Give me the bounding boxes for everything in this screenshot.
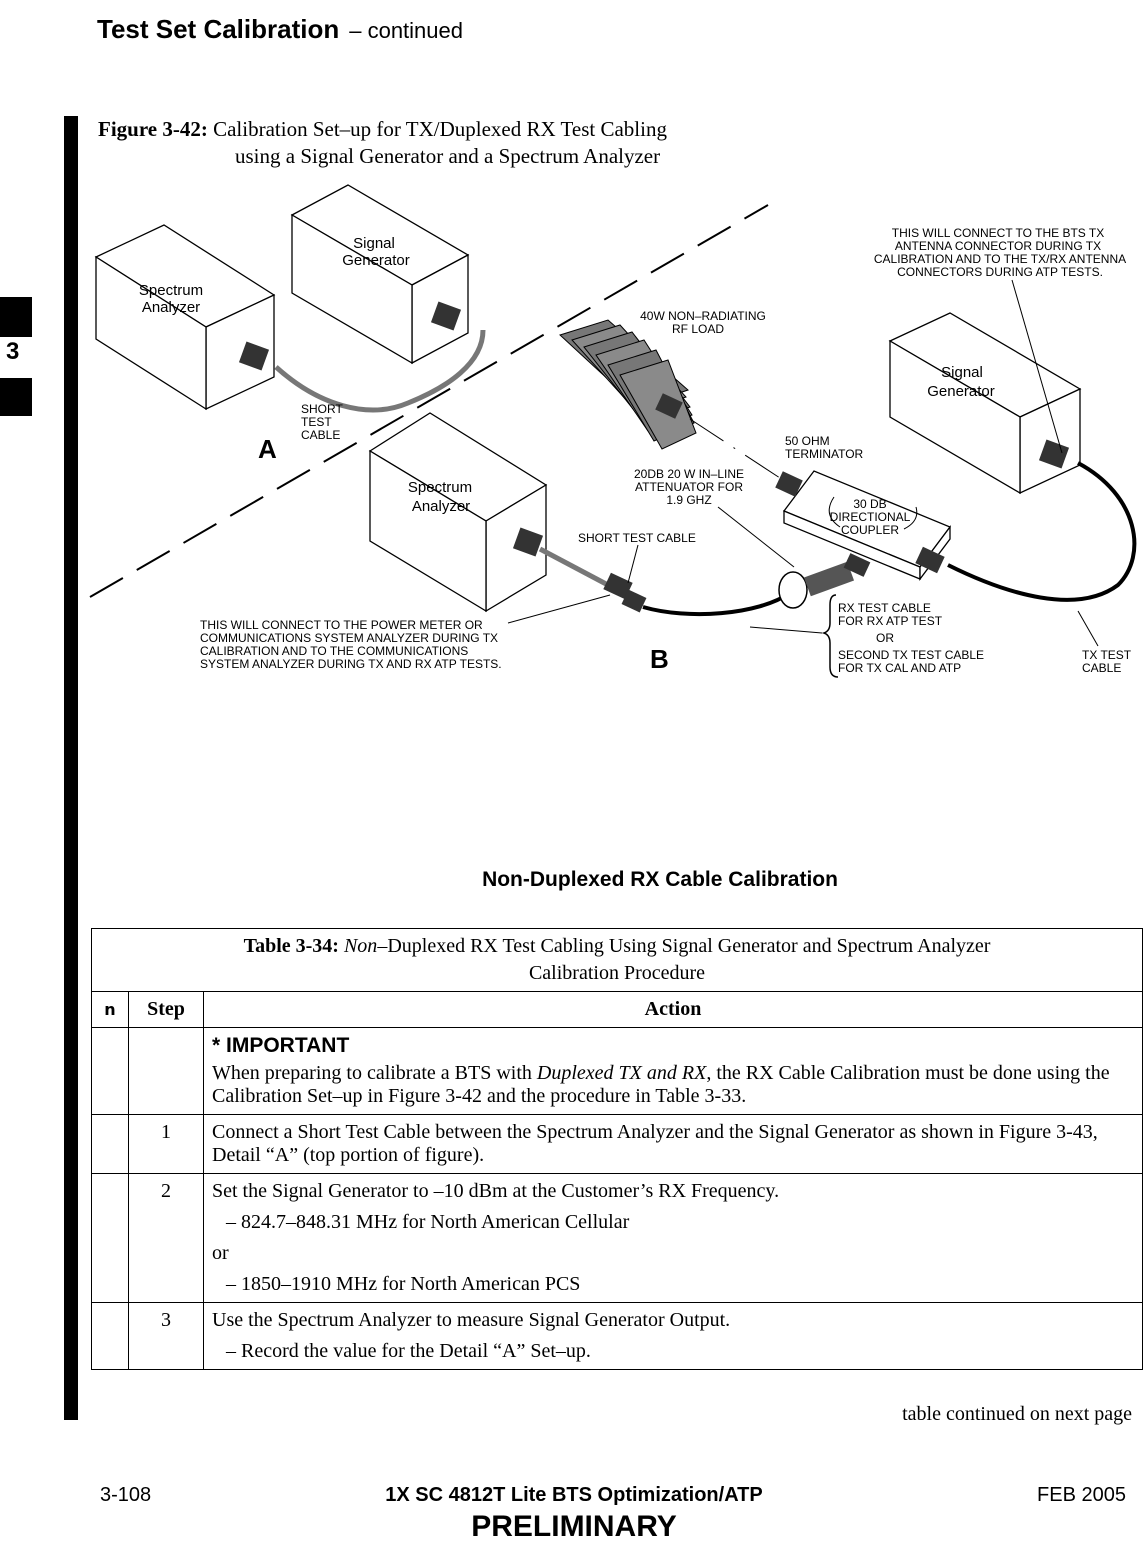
bts-note-line3: CALIBRATION AND TO THE TX/RX ANTENNA	[873, 252, 1127, 266]
footer-page-number: 3-108	[100, 1484, 152, 1506]
attenuator-leader	[718, 507, 794, 567]
short-test-cable-b	[540, 549, 608, 585]
detail-b-label: B	[650, 644, 669, 674]
title-continued: – continued	[349, 18, 463, 43]
spectrum-label-a: Spectrum	[138, 282, 204, 299]
table-header-row	[92, 992, 1143, 1028]
calibration-setup-diagram	[78, 175, 1142, 695]
section-heading: Non-Duplexed RX Cable Calibration	[482, 868, 838, 891]
footer-date: FEB 2005	[1037, 1484, 1126, 1506]
short-test-cable-leader	[628, 545, 638, 583]
step-sub-item: – 824.7–848.31 MHz for North American Cellular	[226, 1211, 630, 1233]
coupler-label-1: 30 DB	[853, 497, 887, 511]
cable-label-a: CABLE	[301, 428, 341, 442]
table-title: Table 3-34: Non–Duplexed RX Test Cabling Using Signal Generator and Spectrum Analyzer Calibration Procedure	[92, 929, 1143, 992]
chapter-tab-marker-bottom	[0, 378, 32, 416]
page-title: Test Set Calibration – continued	[97, 14, 463, 44]
action-column-header: Action	[204, 992, 1143, 1028]
short-test-cable-label: SHORT TEST CABLE	[578, 531, 696, 545]
rx-cable-label-2: FOR RX ATP TEST	[838, 614, 943, 628]
test-label-a: TEST	[301, 415, 332, 429]
second-tx-label-1: SECOND TX TEST CABLE	[838, 648, 985, 662]
generator-label-b: Generator	[927, 383, 995, 400]
step-sub-item: – Record the value for the Detail “A” Set–up.	[226, 1340, 591, 1362]
attenuator-label-1: 20DB 20 W IN–LINE	[633, 467, 745, 481]
checkmark-column-header	[92, 992, 129, 1028]
rx-test-cable	[643, 593, 790, 614]
brace-leader	[750, 627, 822, 633]
spectrum-analyzer-a-box	[96, 225, 274, 409]
second-tx-label-2: FOR TX CAL AND ATP	[838, 661, 962, 675]
spectrum-label-b: Spectrum	[407, 479, 473, 496]
generator-label-a: Generator	[342, 252, 410, 269]
pm-note-line4: SYSTEM ANALYZER DURING TX AND RX ATP TESTS.	[200, 657, 502, 671]
table-row	[92, 1303, 1143, 1370]
attenuator-label-3: 1.9 GHZ	[666, 493, 712, 507]
checkmark-icon: n	[104, 1000, 116, 1019]
step-action: Set the Signal Generator to –10 dBm at the Customer’s RX Frequency. – 824.7–848.31 MHz for North American Cellular or – 1850–1910 MHz for North American PCS	[204, 1174, 1143, 1303]
chapter-tab-marker-top	[0, 297, 32, 337]
bts-note-line4: CONNECTORS DURING ATP TESTS.	[897, 265, 1103, 279]
table-continued-note: table continued on next page	[902, 1403, 1132, 1425]
table-row	[92, 1174, 1143, 1303]
signal-generator-b-box	[890, 313, 1080, 493]
step-number: 2	[129, 1174, 204, 1303]
step-sub-item: – 1850–1910 MHz for North American PCS	[226, 1273, 581, 1295]
rf-load-label-2: RF LOAD	[671, 322, 725, 336]
coupler-label-3: COUPLER	[840, 523, 900, 537]
change-bar	[64, 116, 78, 1420]
step-number: 3	[129, 1303, 204, 1370]
preliminary-stamp: PRELIMINARY	[471, 1510, 677, 1543]
analyzer-label-b: Analyzer	[411, 498, 471, 515]
terminator-label-1: 50 OHM	[785, 434, 830, 448]
pm-note-line2: COMMUNICATIONS SYSTEM ANALYZER DURING TX	[200, 631, 499, 645]
footer-doc-title: 1X SC 4812T Lite BTS Optimization/ATP	[385, 1484, 763, 1506]
pm-note-line3: CALIBRATION AND TO THE COMMUNICATIONS	[200, 644, 469, 658]
rf-load-label-1: 40W NON–RADIATING	[640, 309, 766, 323]
bts-note-line1: THIS WILL CONNECT TO THE BTS TX	[891, 226, 1105, 240]
or-label: OR	[876, 631, 894, 645]
pm-note-leader	[508, 595, 610, 623]
step-number: 1	[129, 1115, 204, 1174]
figure-caption-label: Figure 3-42:	[98, 117, 208, 141]
figure-caption-line2: using a Signal Generator and a Spectrum Analyzer	[235, 144, 661, 168]
table-row	[92, 1115, 1143, 1174]
table-title-row	[92, 929, 1143, 992]
chapter-tab-number: 3	[6, 338, 20, 365]
step-or: or	[212, 1242, 229, 1264]
important-heading: * IMPORTANT	[212, 1034, 350, 1057]
attenuator	[779, 572, 807, 608]
step-action: Connect a Short Test Cable between the Spectrum Analyzer and the Signal Generator as shown in Figure 3-43, Detail “A” (top portion of figure).	[204, 1115, 1143, 1174]
table-row	[92, 1028, 1143, 1115]
attenuator-label-2: ATTENUATOR FOR	[635, 480, 743, 494]
signal-label-b: Signal	[941, 364, 983, 381]
step-column-header: Step	[129, 992, 204, 1028]
important-note: * IMPORTANT When preparing to calibrate a BTS with Duplexed TX and RX, the RX Cable Calibration must be done using the Calibration Set–up in Figure 3-42 and the procedure in Table 3-33.	[204, 1028, 1143, 1115]
figure-caption	[98, 116, 667, 170]
tx-test-label-2: CABLE	[1082, 661, 1122, 675]
coupler-label-2: DIRECTIONAL	[829, 510, 911, 524]
tx-test-label-1: TX TEST	[1082, 648, 1132, 662]
step-action: Use the Spectrum Analyzer to measure Signal Generator Output. – Record the value for the Detail “A” Set–up.	[204, 1303, 1143, 1370]
signal-label-a: Signal	[353, 235, 395, 252]
calibration-procedure-table	[91, 928, 1143, 1370]
detail-a-label: A	[258, 434, 277, 464]
short-label-a: SHORT	[301, 402, 343, 416]
figure-caption-line1: Calibration Set–up for TX/Duplexed RX Test Cabling	[213, 117, 667, 141]
rf-load-heatsink	[560, 320, 696, 449]
terminator-label-2: TERMINATOR	[785, 447, 864, 461]
rx-cable-label-1: RX TEST CABLE	[838, 601, 931, 615]
cable-brace	[824, 595, 838, 677]
signal-generator-a-box	[292, 185, 468, 363]
analyzer-label-a: Analyzer	[141, 299, 201, 316]
bts-note-line2: ANTENNA CONNECTOR DURING TX	[894, 239, 1102, 253]
pm-note-line1: THIS WILL CONNECT TO THE POWER METER OR	[200, 618, 483, 632]
